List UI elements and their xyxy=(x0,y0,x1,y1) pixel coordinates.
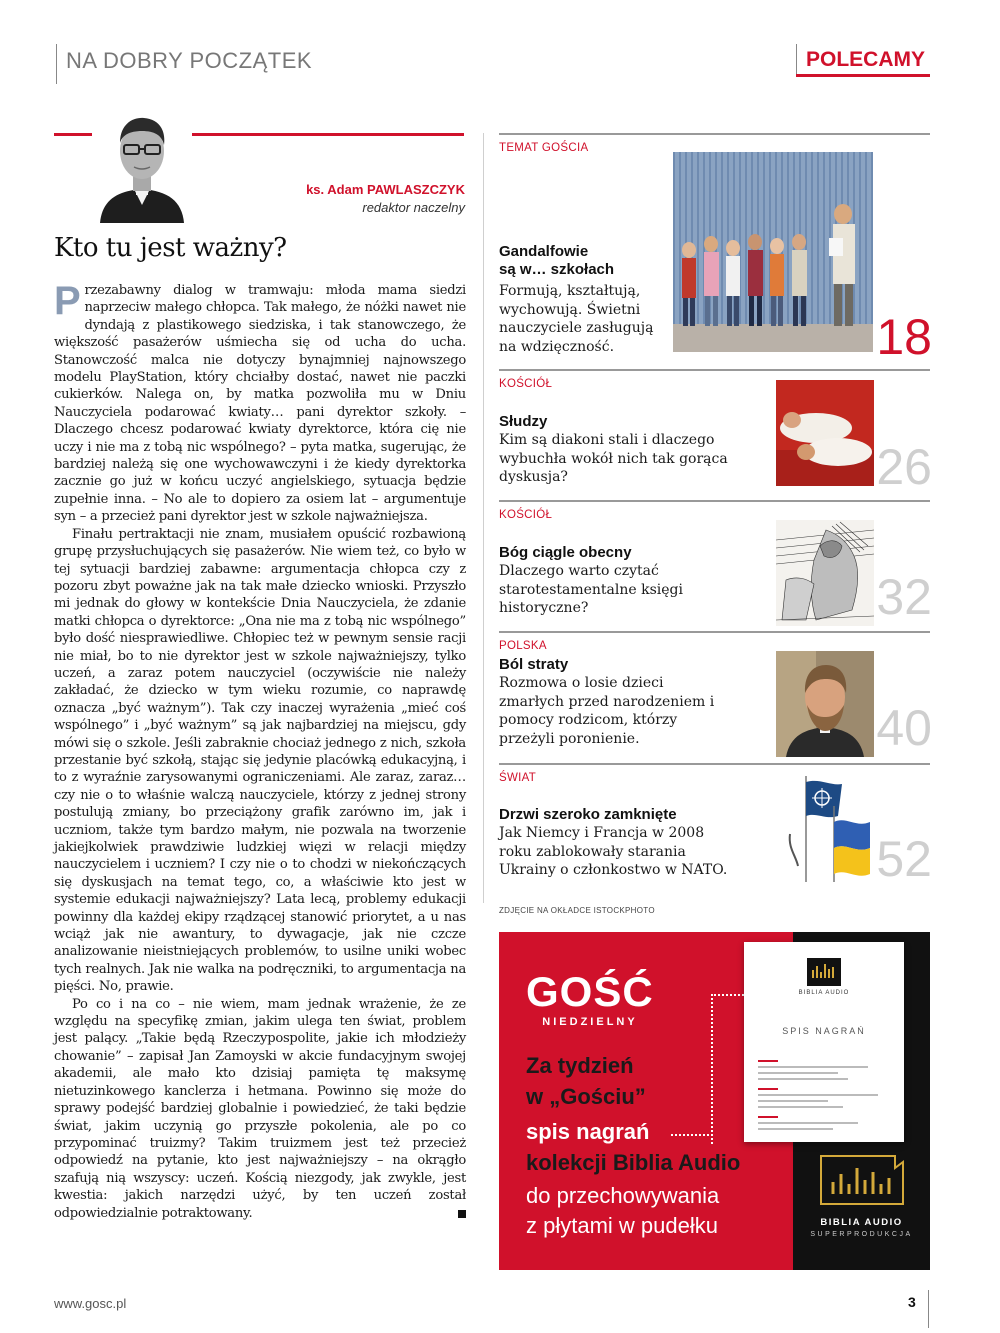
item-page-number: 40 xyxy=(876,700,932,756)
booklet-line xyxy=(758,1072,838,1074)
advertisement[interactable] xyxy=(499,932,930,1270)
item-description: Kim są diakoni stali i dlaczego wybuchła wokół nich tak gorąca dyskusja? xyxy=(499,432,728,485)
article-title: Kto tu jest ważny? xyxy=(54,233,287,263)
booklet-line xyxy=(758,1094,878,1096)
item-title: Gandalfowie są w… szkołach xyxy=(499,243,615,278)
booklet-line xyxy=(758,1106,843,1108)
item-page-number: 52 xyxy=(876,831,932,887)
cover-photo-credit: ZDJĘCIE NA OKŁADCE ISTOCKPHOTO xyxy=(499,906,655,915)
article-body xyxy=(54,279,466,1222)
item-page-number: 18 xyxy=(876,309,932,365)
section-rule xyxy=(499,763,930,765)
item-description: Formują, kształtują, wychowują. Świetni nauczyciele zasługują na wdzięczność. xyxy=(499,283,654,355)
booklet-line xyxy=(758,1060,778,1062)
booklet-line xyxy=(758,1088,778,1090)
booklet-line xyxy=(758,1078,848,1080)
booklet-line xyxy=(758,1116,778,1118)
ad-headline-line: z płytami w pudełku xyxy=(526,1213,718,1238)
article-paragraph-text: rzezabawny dialog w tramwaju: młoda mama siedzi naprzeciw małego chłopca. Tak małego, że nóżki nawet nie dyndają z plastikowego siedziska, i tak stanowczego, że większość pasażerów uśmiecha się od ucha do ucha. Stanowczość malca nie dotyczy bynajmniej najnowszego modelu PlayStation, który chciałby dostać, nawet nie paczki cukierków. Nalega on, by matka pozwoliła mu w Dniu Nauczyciela podarować kwiaty… pani dyrektor szkoły. – Dlaczego chcesz podarować kwiaty dyrektorce, która cię nie uczy i nie ma z tobą nic wspólnego? – pyta matka, sugerując, że bardziej należą się one wychowawczyni i że kiedy dyrektorka zacznie go już w końcu uczyć angielskiego, sytuacja będzie zupełnie inna. – No ale to dopiero za osiem lat – argumentuje syn – a przecież pani dyrektor jest w szkole najważniejsza. xyxy=(54,283,466,525)
item-page-number: 26 xyxy=(876,439,932,495)
item-title: Słudzy xyxy=(499,413,548,430)
booklet-image xyxy=(744,942,904,1142)
item-title: Ból straty xyxy=(499,656,569,673)
gosc-logo-subtitle: NIEDZIELNY xyxy=(542,1016,638,1028)
drop-cap: P xyxy=(54,279,81,323)
item-description: Dlaczego warto czytać starotestamentalne księgi historyczne? xyxy=(499,563,683,616)
booklet-line xyxy=(758,1100,828,1102)
item-category: ŚWIAT xyxy=(499,772,537,784)
item-title: Bóg ciągle obecny xyxy=(499,544,632,561)
booklet-line xyxy=(758,1122,858,1124)
footer-divider xyxy=(928,1290,929,1328)
footer-url[interactable]: www.gosc.pl xyxy=(54,1296,127,1311)
ad-headline-line: spis nagrań xyxy=(526,1119,650,1144)
dotted-line-decoration xyxy=(711,994,714,1144)
header-divider-left xyxy=(56,44,57,84)
section-title: NA DOBRY POCZĄTEK xyxy=(66,48,313,73)
booklet-line xyxy=(758,1066,868,1068)
ad-headline-line: w „Gościu” xyxy=(526,1084,646,1109)
item-category: KOŚCIÓŁ xyxy=(499,378,553,390)
column-divider xyxy=(483,133,484,903)
item-page-number: 32 xyxy=(876,569,932,625)
biblia-audio-logo-icon xyxy=(815,1154,909,1209)
booklet-title: SPIS NAGRAŃ xyxy=(782,1026,866,1036)
ad-headline-line: do przechowywania xyxy=(526,1183,720,1208)
biblia-audio-name: BIBLIA AUDIO xyxy=(820,1217,903,1228)
ad-headline-line: Za tydzień xyxy=(526,1053,634,1078)
article-paragraph xyxy=(54,996,466,1222)
ad-headline-line: kolekcji Biblia Audio xyxy=(526,1150,741,1175)
booklet-line xyxy=(758,1128,833,1130)
editor-name: ks. Adam PAWLASZCZYK xyxy=(306,182,465,197)
page-number: 3 xyxy=(908,1294,916,1310)
item-description: Jak Niemcy i Francja w 2008 roku zablokowały starania Ukrainy o członkostwo w NATO. xyxy=(499,825,728,878)
dotted-line-decoration xyxy=(671,1134,713,1136)
article-paragraph: Finału pertraktacji nie znam, musiałem opuścić rozbawioną grupę przysłuchujących się pasażerów. Nie wiem też, co było w tej sytuacji bardziej zabawne: argumentacja chłopca czy z pozoru zbyt poważne jak na tak małe dziecko wnioski. Przyszło mi jednak do głowy w kontekście Dnia Nauczyciela, że zdanie matki chłopca o dyrektorce: „Ona nie ma z tobą nic wspólnego” było dość niesprawiedliwe. Chłopiec też w pewnym sensie racji nie miał, bo to nie dyrektor jest w szkole najważniejszy, tylko uczeń, a zaraz potem nauczyciel (oczywiście nie należy zakładać, że dziecko w tym wieku rozumie, co naprawdę oznacza „być ważnym”). Tak czy inaczej wyrażenia „mieć coś wspólnego” i „być ważnym” są jak najbardziej na miejscu, gdy mówi się o szkole. Jeśli zabraknie chociaż jednego z nich, szkoła przestanie być szkołą, stając się jedynie placówką edukacyjną, i to z wyraźnie zarysowanymi ograniczeniami. Ale zaraz, zaraz… czy nie o to właśnie walczą nauczyciele, którzy z jednej strony postulują zmiany, bo przeciążony grafik zarówno im, jak i uczniom, także tym bardzo małym, nie pozwala na tworzenie jakiejkolwiek prawdziwie ludzkiej więzi w relacji między nauczycielem i uczniem? I czy nie o to chodzi w niekończących się dyskusjach na temat tego, co, a właściwie kto jest w systemie edukacji najważniejszy? Lata lecą, problemy edukacji powinny dla każdej ekipy rządzącej stanowić priorytet, a u nas wciąż jak nie awantury, to dywagacje, jak nie czcze analizowanie nieistniejących problemów, to usilne uniki wobec tych realnych. Jak nie walka na podręczniki, to argumentacja na pięści. No, prawie. xyxy=(54,526,466,995)
gosc-logo: GOŚĆ xyxy=(526,968,654,1015)
section-rule xyxy=(499,369,930,371)
editor-photo xyxy=(92,105,192,223)
article-paragraph xyxy=(54,279,466,526)
booklet-logo-icon xyxy=(807,958,841,986)
article-paragraph-text: Po co i na co – nie wiem, mam jednak wrażenie, że ze względu na specyfikę zmian, jakim ulega ten świat, problem jest palący. „Takie będą Rzeczypospolite, jakie ich młodzieży chowanie” – zapisał Jan Zamoyski w akcie fundacyjnym swojej akademii, ale mało kto dzisiaj pamięta tę maksymę nietuzinkowego kanclerza i hetmana. Powinno się może do sprawy podejść bardziej globalnie i powiedzieć, że taki będzie świat, jakim uczynią go przyszłe pokolenia, ale po co przypominać truizmy? Takim truizmem jest też przecież odpowiedź na pytanie, kto jest najważniejszy – na okrągło szafują nią wszyscy: uczeń. Kością niezgody, jak zwykle, jest kwestia: jakich narzędzi użyć, by ten uczeń został odpowiedzialnie potraktowany. xyxy=(54,996,466,1221)
recommend-rule xyxy=(796,74,930,77)
biblia-audio-subtitle: SUPERPRODUKCJA xyxy=(810,1231,913,1238)
section-rule xyxy=(499,631,930,633)
section-rule xyxy=(499,133,930,135)
item-category: TEMAT GOŚCIA xyxy=(499,142,589,154)
item-description: Rozmowa o losie dzieci zmarłych przed narodzeniem i pomocy rodzicom, którzy przeżyli poronienie. xyxy=(499,675,715,747)
item-category: KOŚCIÓŁ xyxy=(499,509,553,521)
header-divider-right xyxy=(796,44,797,74)
recommend-title: POLECAMY xyxy=(806,48,926,71)
editor-role: redaktor naczelny xyxy=(362,200,465,215)
item-category: POLSKA xyxy=(499,640,547,652)
booklet-brand: BIBLIA AUDIO xyxy=(798,990,850,996)
section-rule xyxy=(499,500,930,502)
end-mark-icon xyxy=(458,1210,466,1218)
item-title: Drzwi szeroko zamknięte xyxy=(499,806,677,823)
